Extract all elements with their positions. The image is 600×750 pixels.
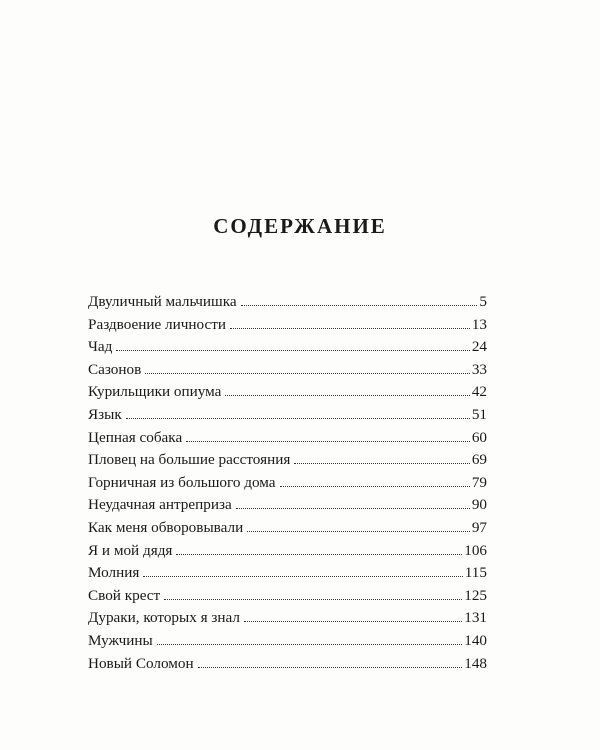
toc-entry-page: 140 (464, 631, 487, 649)
toc-entry-page: 60 (471, 428, 487, 446)
dot-leader (294, 462, 469, 464)
toc-entry (88, 383, 487, 406)
toc-entry (88, 632, 487, 655)
toc-entry-title: Раздвоение личности (88, 315, 226, 333)
toc-entry-title: Чад (88, 338, 113, 356)
toc-entry-title: Неудачная антреприза (88, 496, 232, 514)
dot-leader (176, 553, 462, 555)
toc-entry (88, 316, 487, 339)
toc-entry-page: 97 (471, 518, 487, 536)
toc-entry-title: Дураки, которых я знал (88, 609, 240, 627)
dot-leader (126, 417, 470, 419)
toc-entry-title: Свой крест (88, 586, 161, 604)
dot-leader (241, 304, 478, 306)
dot-leader (230, 327, 470, 329)
dot-leader (280, 485, 470, 487)
toc-entry-title: Пловец на большие расстояния (88, 451, 291, 469)
toc-entry-page: 148 (464, 654, 487, 672)
toc-entry-title: Горничная из большого дома (88, 473, 276, 491)
toc-entry (88, 474, 487, 497)
toc-entry (88, 542, 487, 565)
toc-entry (88, 429, 487, 452)
toc-entry-page: 42 (471, 383, 487, 401)
table-of-contents (88, 293, 487, 677)
dot-leader (143, 575, 462, 577)
toc-entry-title: Как меня обворовывали (88, 518, 244, 536)
toc-entry (88, 519, 487, 542)
toc-entry-title: Сазонов (88, 360, 142, 378)
dot-leader (157, 643, 462, 645)
dot-leader (247, 530, 470, 532)
toc-entry-title: Двуличный мальчишка (88, 293, 237, 310)
toc-entry (88, 587, 487, 610)
toc-entry-page: 90 (471, 496, 487, 514)
toc-entry-title: Новый Соломон (88, 654, 194, 672)
toc-entry-title: Язык (88, 405, 122, 423)
toc-entry-title: Молния (88, 564, 140, 582)
toc-entry-page: 106 (464, 541, 487, 559)
toc-entry (88, 451, 487, 474)
toc-entry-title: Курильщики опиума (88, 383, 222, 401)
dot-leader (164, 598, 462, 600)
toc-entry-page: 131 (464, 609, 487, 627)
toc-entry (88, 338, 487, 361)
dot-leader (225, 394, 469, 396)
toc-entry (88, 564, 487, 587)
toc-entry-page: 33 (471, 360, 487, 378)
toc-entry (88, 609, 487, 632)
toc-entry (88, 406, 487, 429)
toc-entry-page: 51 (471, 405, 487, 423)
toc-entry-page: 5 (479, 293, 487, 310)
dot-leader (186, 440, 470, 442)
toc-entry-title: Я и мой дядя (88, 541, 173, 559)
toc-entry-page: 79 (471, 473, 487, 491)
toc-entry-title: Цепная собака (88, 428, 183, 446)
toc-entry (88, 655, 487, 678)
dot-leader (198, 666, 463, 668)
toc-entry (88, 361, 487, 384)
contents-heading: СОДЕРЖАНИЕ (213, 214, 387, 238)
toc-entry-page: 115 (464, 564, 487, 582)
dot-leader (116, 349, 469, 351)
toc-entry (88, 496, 487, 519)
toc-entry-page: 24 (471, 338, 487, 356)
toc-entry-page: 125 (464, 586, 487, 604)
dot-leader (145, 372, 470, 374)
dot-leader (244, 620, 462, 622)
toc-entry-page: 69 (471, 451, 487, 469)
dot-leader (236, 507, 470, 509)
toc-entry-title: Мужчины (88, 631, 153, 649)
toc-entry (88, 293, 487, 316)
toc-entry-page: 13 (471, 315, 487, 333)
